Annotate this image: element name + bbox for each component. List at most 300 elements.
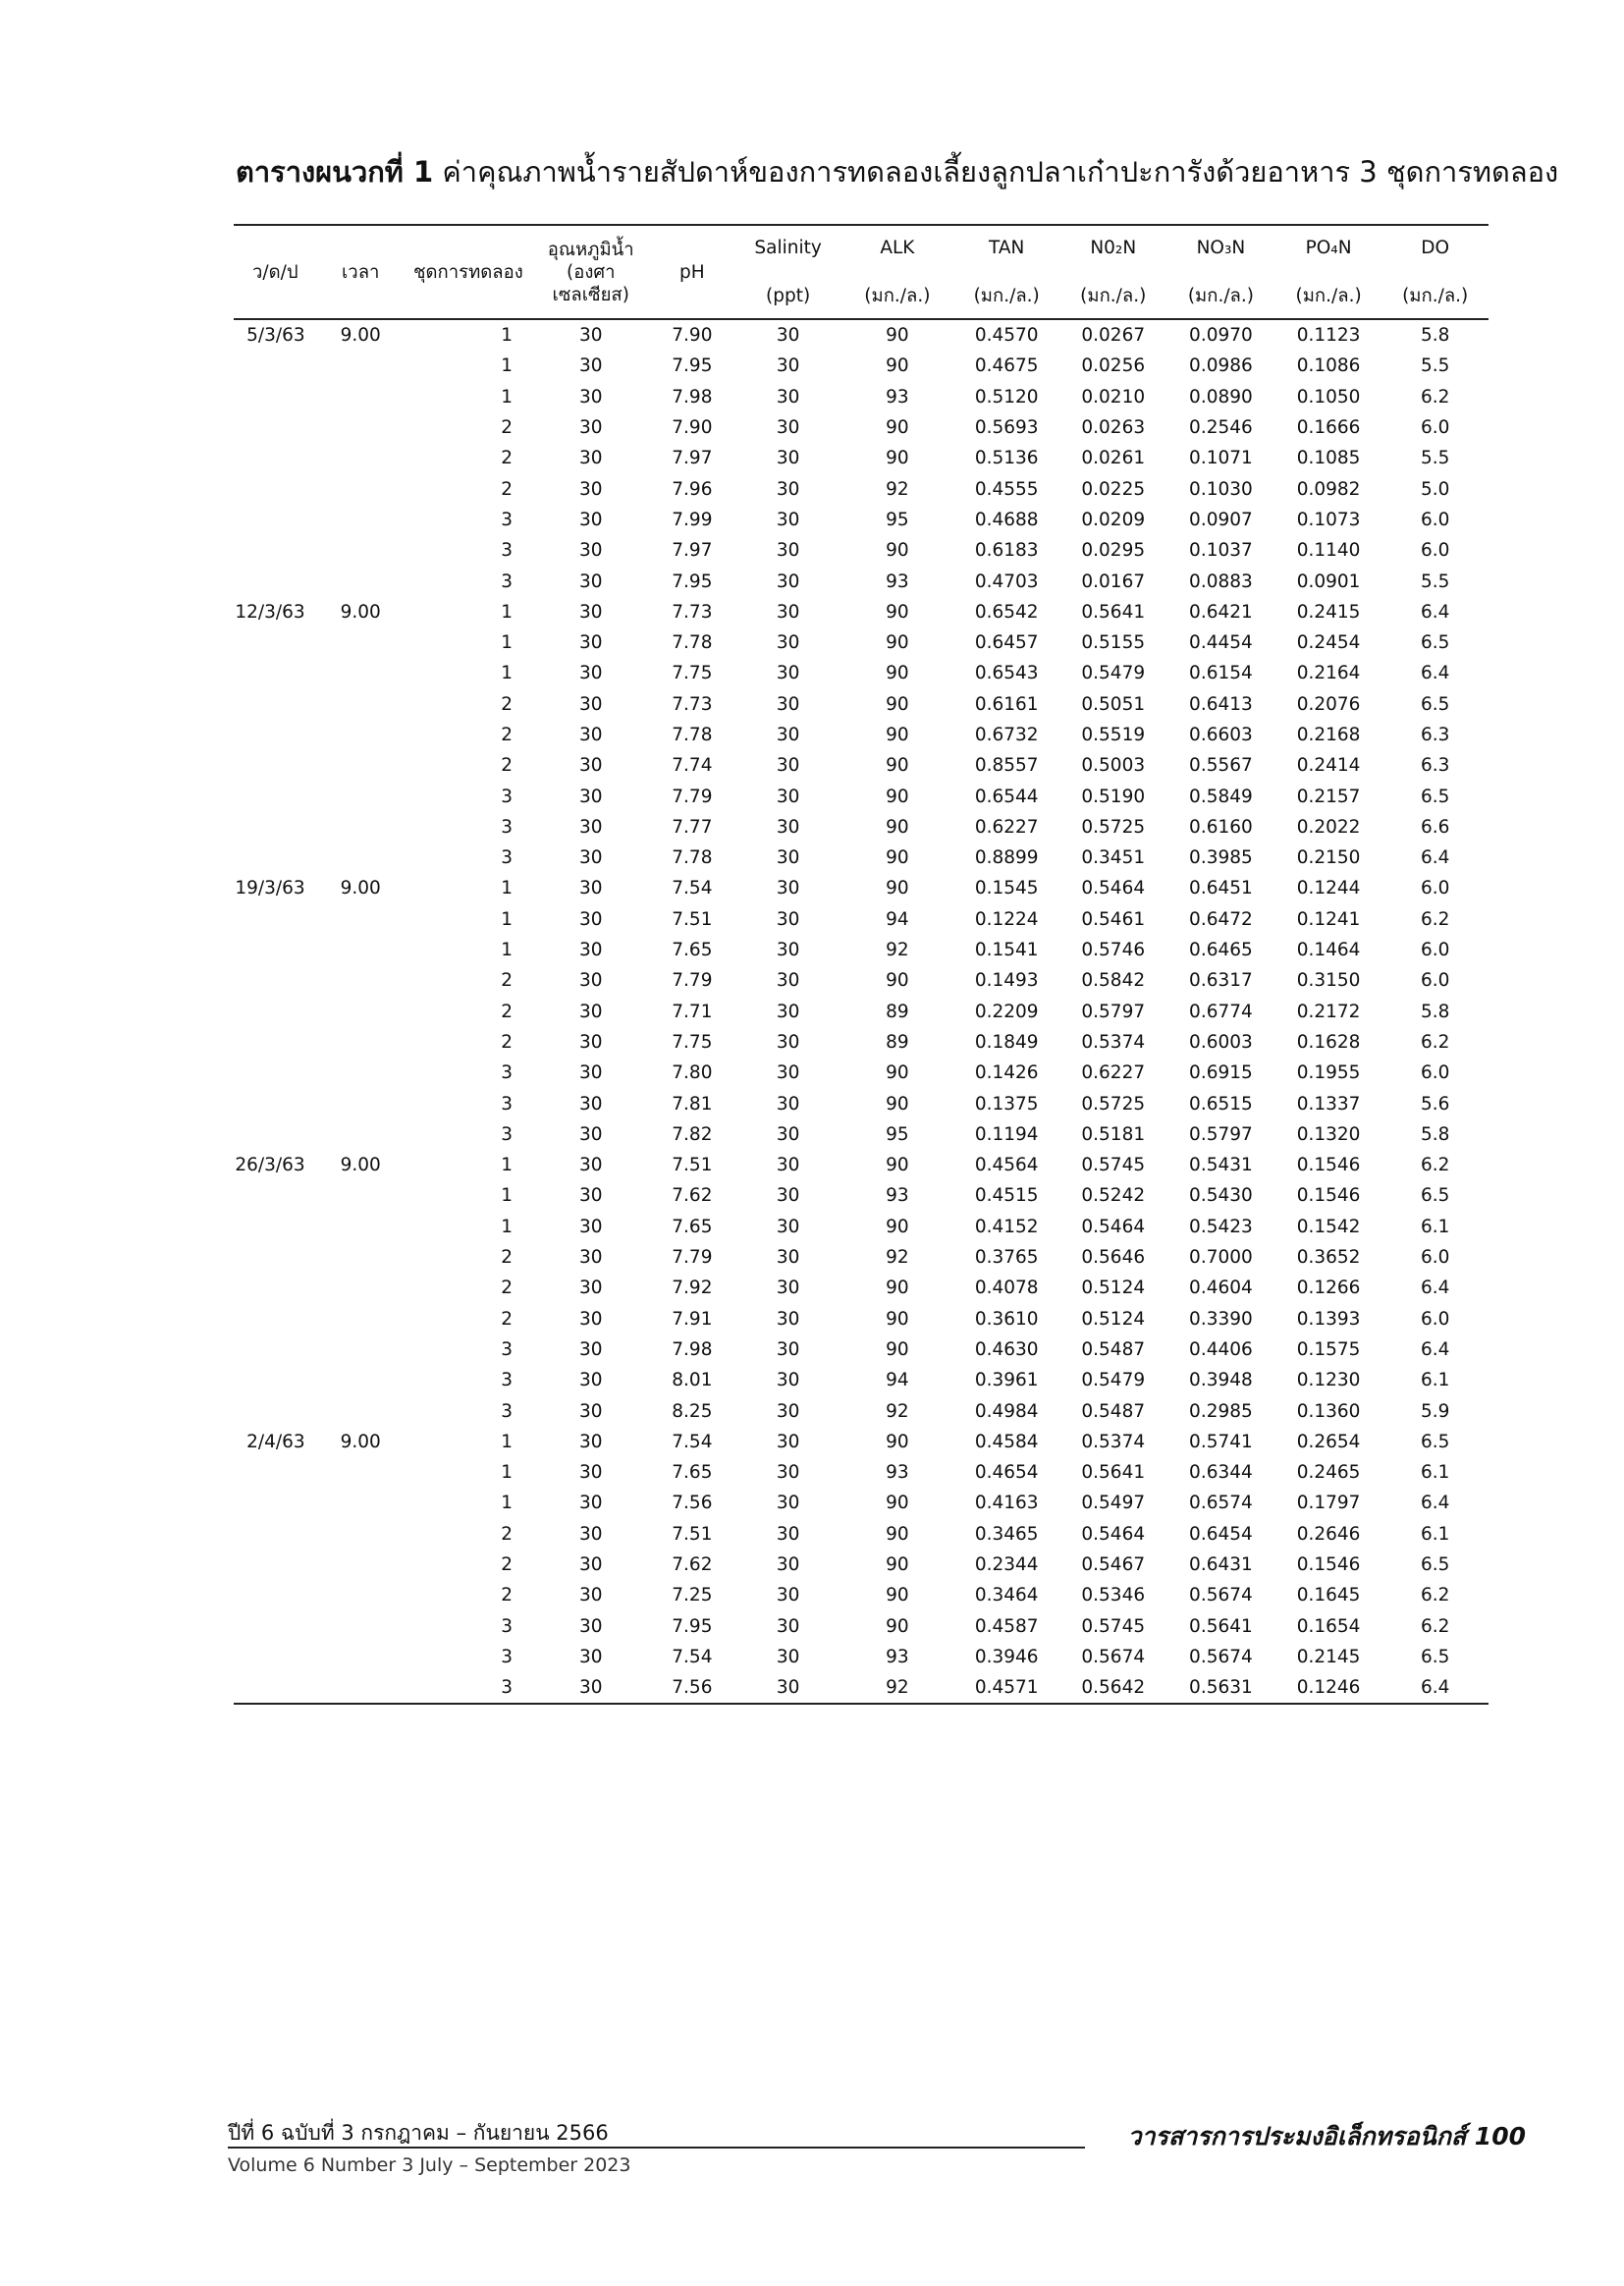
table-row (234, 505, 1489, 535)
cell-temp: 30 (578, 1216, 603, 1237)
table-row (234, 1304, 1489, 1334)
cell-salinity: 30 (776, 725, 800, 745)
cell-tan: 0.1194 (974, 1123, 1039, 1145)
cell-salinity: 30 (776, 632, 800, 654)
cell-no2n: 0.0210 (1081, 386, 1146, 408)
cell-salinity: 30 (776, 1338, 800, 1360)
cell-time (317, 1304, 405, 1334)
cell-do: 6.1 (1420, 1216, 1450, 1237)
cell-salinity: 30 (776, 1462, 800, 1484)
cell-date (234, 566, 317, 596)
cell-no3n: 0.2985 (1189, 1400, 1253, 1422)
cell-date (234, 658, 317, 688)
cell-tan: 0.1426 (974, 1062, 1039, 1084)
cell-set: 3 (501, 786, 514, 807)
cell-salinity: 30 (776, 1585, 800, 1606)
cell-date (234, 1580, 317, 1610)
cell-no3n: 0.3985 (1189, 847, 1253, 869)
cell-ph: 7.71 (672, 1001, 713, 1022)
cell-salinity: 30 (776, 663, 800, 684)
cell-no3n: 0.5641 (1189, 1615, 1253, 1637)
cell-date (234, 1610, 317, 1641)
cell-set: 1 (501, 355, 514, 377)
cell-po4n: 0.1542 (1296, 1216, 1361, 1237)
cell-temp: 30 (578, 571, 603, 592)
cell-date (234, 1027, 317, 1058)
cell-ph: 7.56 (672, 1677, 713, 1699)
cell-tan: 0.1375 (974, 1093, 1039, 1115)
cell-alk: 93 (886, 571, 909, 592)
cell-time (317, 505, 405, 535)
cell-set: 3 (501, 1615, 514, 1637)
cell-date (234, 1088, 317, 1118)
cell-date (234, 1119, 317, 1150)
cell-set: 2 (501, 448, 514, 469)
cell-tan: 0.4570 (974, 325, 1039, 347)
cell-no3n: 0.4454 (1189, 632, 1253, 654)
cell-ph: 7.56 (672, 1493, 713, 1514)
cell-set: 1 (501, 325, 514, 347)
cell-do: 6.4 (1420, 1493, 1450, 1514)
cell-alk: 90 (886, 325, 909, 347)
cell-temp: 30 (578, 1462, 603, 1484)
cell-set: 3 (501, 1677, 514, 1699)
col-header-time: เวลา (341, 261, 380, 283)
cell-alk: 95 (886, 1123, 909, 1145)
cell-no2n: 0.5464 (1081, 878, 1146, 899)
cell-tan: 0.6457 (974, 632, 1039, 654)
cell-date (234, 1058, 317, 1088)
cell-tan: 0.8899 (974, 847, 1039, 869)
cell-alk: 90 (886, 1338, 909, 1360)
cell-ph: 7.25 (672, 1585, 713, 1606)
cell-po4n: 0.2415 (1296, 601, 1361, 623)
cell-alk: 93 (886, 1462, 909, 1484)
col-header-salinity: Salinity (ppt) (754, 238, 822, 306)
cell-po4n: 0.2172 (1296, 1001, 1361, 1022)
cell-ph: 7.75 (672, 1031, 713, 1053)
cell-do: 6.0 (1420, 1062, 1450, 1084)
cell-time (317, 812, 405, 843)
cell-set: 3 (501, 540, 514, 562)
cell-tan: 0.2344 (974, 1554, 1039, 1576)
cell-no2n: 0.0225 (1081, 478, 1146, 500)
footer-issue-english: Volume 6 Number 3 July – September 2023 (228, 2154, 631, 2176)
cell-date (234, 1180, 317, 1211)
cell-do: 6.0 (1420, 1247, 1450, 1269)
cell-salinity: 30 (776, 1431, 800, 1452)
cell-time (317, 566, 405, 596)
cell-temp: 30 (578, 1123, 603, 1145)
col-header-alk: ALK (มก./ล.) (864, 238, 931, 306)
table-row (234, 1672, 1489, 1704)
cell-do: 6.0 (1420, 878, 1450, 899)
col-header-do: DO (มก./ล.) (1402, 238, 1469, 306)
cell-po4n: 0.0901 (1296, 571, 1361, 592)
cell-time (317, 781, 405, 811)
cell-po4n: 0.1464 (1296, 940, 1361, 961)
col-header-po4n: PO₄N (มก./ล.) (1295, 238, 1362, 306)
cell-time (317, 1273, 405, 1303)
table-row (234, 597, 1489, 627)
cell-set: 2 (501, 1247, 514, 1269)
cell-time (317, 689, 405, 720)
cell-salinity: 30 (776, 1062, 800, 1084)
cell-no3n: 0.0883 (1189, 571, 1253, 592)
cell-date (234, 627, 317, 658)
cell-time (317, 720, 405, 750)
cell-do: 5.8 (1420, 1123, 1450, 1145)
cell-set: 1 (501, 601, 514, 623)
cell-do: 5.9 (1420, 1400, 1450, 1422)
cell-no2n: 0.5346 (1081, 1585, 1146, 1606)
cell-tan: 0.5120 (974, 386, 1039, 408)
table-row (234, 1519, 1489, 1550)
cell-no3n: 0.6431 (1189, 1554, 1253, 1576)
cell-no3n: 0.5674 (1189, 1585, 1253, 1606)
cell-no3n: 0.2546 (1189, 417, 1253, 439)
cell-do: 6.1 (1420, 1370, 1450, 1391)
cell-alk: 92 (886, 1400, 909, 1422)
cell-time (317, 535, 405, 566)
cell-alk: 90 (886, 1585, 909, 1606)
cell-salinity: 30 (776, 325, 800, 347)
cell-salinity: 30 (776, 1093, 800, 1115)
cell-po4n: 0.1360 (1296, 1400, 1361, 1422)
cell-no2n: 0.5374 (1081, 1031, 1146, 1053)
cell-date (234, 1242, 317, 1273)
cell-salinity: 30 (776, 1677, 800, 1699)
cell-time (317, 1365, 405, 1395)
cell-date (234, 351, 317, 381)
cell-tan: 0.1493 (974, 970, 1039, 992)
table-row (234, 1119, 1489, 1150)
cell-alk: 90 (886, 786, 909, 807)
cell-no2n: 0.0263 (1081, 417, 1146, 439)
table-row (234, 1395, 1489, 1426)
cell-po4n: 0.1140 (1296, 540, 1361, 562)
cell-ph: 7.78 (672, 632, 713, 654)
cell-set: 2 (501, 693, 514, 715)
cell-alk: 90 (886, 1523, 909, 1545)
table-row (234, 689, 1489, 720)
cell-ph: 7.74 (672, 755, 713, 777)
cell-tan: 0.3946 (974, 1646, 1039, 1667)
cell-ph: 7.92 (672, 1278, 713, 1299)
cell-do: 6.5 (1420, 1431, 1450, 1452)
cell-no3n: 0.6160 (1189, 816, 1253, 838)
cell-time (317, 1395, 405, 1426)
cell-alk: 90 (886, 1155, 909, 1176)
cell-no2n: 0.5642 (1081, 1677, 1146, 1699)
table-row (234, 750, 1489, 781)
cell-do: 6.6 (1420, 816, 1450, 838)
cell-time (317, 1610, 405, 1641)
cell-time (317, 1334, 405, 1365)
cell-set: 1 (501, 386, 514, 408)
cell-do: 5.5 (1420, 448, 1450, 469)
cell-set: 2 (501, 755, 514, 777)
cell-no2n: 0.5646 (1081, 1247, 1146, 1269)
cell-ph: 8.25 (672, 1400, 713, 1422)
cell-date (234, 1395, 317, 1426)
cell-no2n: 0.5464 (1081, 1523, 1146, 1545)
cell-ph: 7.73 (672, 693, 713, 715)
cell-alk: 93 (886, 386, 909, 408)
cell-po4n: 0.1085 (1296, 448, 1361, 469)
cell-no3n: 0.5631 (1189, 1677, 1253, 1699)
cell-do: 6.0 (1420, 509, 1450, 530)
cell-no3n: 0.5567 (1189, 755, 1253, 777)
cell-date (234, 443, 317, 473)
cell-no3n: 0.7000 (1189, 1247, 1253, 1269)
cell-date (234, 1273, 317, 1303)
cell-tan: 0.4675 (974, 355, 1039, 377)
cell-salinity: 30 (776, 1123, 800, 1145)
cell-do: 6.5 (1420, 1554, 1450, 1576)
col-header-set: ชุดการทดลอง (412, 261, 523, 283)
cell-alk: 90 (886, 816, 909, 838)
cell-po4n: 0.1628 (1296, 1031, 1361, 1053)
cell-no2n: 0.0256 (1081, 355, 1146, 377)
cell-ph: 7.78 (672, 847, 713, 869)
cell-alk: 92 (886, 1677, 909, 1699)
cell-set: 2 (501, 970, 514, 992)
cell-time (317, 935, 405, 965)
cell-time (317, 1088, 405, 1118)
cell-date (234, 1304, 317, 1334)
cell-no3n: 0.4604 (1189, 1278, 1253, 1299)
cell-no2n: 0.0167 (1081, 571, 1146, 592)
cell-salinity: 30 (776, 847, 800, 869)
cell-set: 2 (501, 478, 514, 500)
cell-do: 6.4 (1420, 1338, 1450, 1360)
cell-set: 2 (501, 1554, 514, 1576)
cell-alk: 90 (886, 540, 909, 562)
cell-do: 6.4 (1420, 1677, 1450, 1699)
cell-po4n: 0.1575 (1296, 1338, 1361, 1360)
cell-tan: 0.4571 (974, 1677, 1039, 1699)
cell-alk: 90 (886, 355, 909, 377)
cell-time (317, 473, 405, 504)
cell-time (317, 1027, 405, 1058)
cell-time (317, 997, 405, 1027)
cell-ph: 7.90 (672, 417, 713, 439)
col-header-date: ว/ด/ป (252, 261, 298, 283)
cell-time: 9.00 (340, 1431, 381, 1452)
table-row (234, 904, 1489, 935)
cell-do: 6.0 (1420, 970, 1450, 992)
cell-do: 6.2 (1420, 1615, 1450, 1637)
cell-alk: 94 (886, 908, 909, 930)
cell-no3n: 0.6154 (1189, 663, 1253, 684)
cell-no2n: 0.5003 (1081, 755, 1146, 777)
cell-no3n: 0.0907 (1189, 509, 1253, 530)
cell-temp: 30 (578, 878, 603, 899)
cell-po4n: 0.1546 (1296, 1185, 1361, 1207)
cell-temp: 30 (578, 940, 603, 961)
cell-no2n: 0.5674 (1081, 1646, 1146, 1667)
cell-tan: 0.4555 (974, 478, 1039, 500)
cell-no3n: 0.6451 (1189, 878, 1253, 899)
cell-date: 2/4/63 (246, 1431, 305, 1452)
cell-time (317, 750, 405, 781)
col-header-tan: TAN (มก./ล.) (973, 238, 1040, 306)
cell-po4n: 0.1393 (1296, 1308, 1361, 1330)
cell-no2n: 0.5190 (1081, 786, 1146, 807)
cell-po4n: 0.1645 (1296, 1585, 1361, 1606)
cell-no3n: 0.1071 (1189, 448, 1253, 469)
cell-no3n: 0.6574 (1189, 1493, 1253, 1514)
cell-no2n: 0.5051 (1081, 693, 1146, 715)
cell-ph: 7.79 (672, 786, 713, 807)
cell-no3n: 0.4406 (1189, 1338, 1253, 1360)
cell-do: 6.2 (1420, 1155, 1450, 1176)
cell-alk: 90 (886, 970, 909, 992)
cell-salinity: 30 (776, 509, 800, 530)
cell-tan: 0.4152 (974, 1216, 1039, 1237)
cell-temp: 30 (578, 1431, 603, 1452)
cell-date (234, 505, 317, 535)
cell-alk: 90 (886, 1216, 909, 1237)
cell-do: 6.1 (1420, 1523, 1450, 1545)
cell-ph: 7.65 (672, 1216, 713, 1237)
cell-do: 6.0 (1420, 940, 1450, 961)
cell-do: 5.0 (1420, 478, 1450, 500)
table-row (234, 351, 1489, 381)
cell-po4n: 0.2465 (1296, 1462, 1361, 1484)
cell-temp: 30 (578, 1278, 603, 1299)
cell-no3n: 0.0970 (1189, 325, 1253, 347)
cell-salinity: 30 (776, 1615, 800, 1637)
cell-set: 3 (501, 1646, 514, 1667)
cell-do: 6.4 (1420, 601, 1450, 623)
cell-no2n: 0.5725 (1081, 816, 1146, 838)
cell-po4n: 0.1955 (1296, 1062, 1361, 1084)
cell-temp: 30 (578, 601, 603, 623)
cell-temp: 30 (578, 1155, 603, 1176)
cell-ph: 7.79 (672, 970, 713, 992)
cell-no2n: 0.5725 (1081, 1093, 1146, 1115)
cell-date (234, 473, 317, 504)
cell-temp: 30 (578, 1554, 603, 1576)
cell-do: 6.4 (1420, 663, 1450, 684)
cell-do: 5.5 (1420, 355, 1450, 377)
table-row (234, 1365, 1489, 1395)
cell-date (234, 535, 317, 566)
cell-date (234, 1457, 317, 1488)
cell-temp: 30 (578, 1646, 603, 1667)
cell-alk: 90 (886, 1493, 909, 1514)
cell-temp: 30 (578, 1247, 603, 1269)
cell-alk: 90 (886, 1615, 909, 1637)
cell-salinity: 30 (776, 1278, 800, 1299)
cell-salinity: 30 (776, 1001, 800, 1022)
cell-do: 6.5 (1420, 632, 1450, 654)
cell-alk: 90 (886, 1308, 909, 1330)
cell-no3n: 0.6317 (1189, 970, 1253, 992)
cell-salinity: 30 (776, 816, 800, 838)
cell-do: 6.5 (1420, 1646, 1450, 1667)
cell-ph: 7.81 (672, 1093, 713, 1115)
cell-set: 2 (501, 725, 514, 745)
cell-temp: 30 (578, 725, 603, 745)
cell-no2n: 0.5479 (1081, 663, 1146, 684)
cell-date (234, 1334, 317, 1365)
cell-po4n: 0.1666 (1296, 417, 1361, 439)
cell-salinity: 30 (776, 1400, 800, 1422)
cell-salinity: 30 (776, 1185, 800, 1207)
cell-set: 3 (501, 1123, 514, 1145)
cell-no2n: 0.5467 (1081, 1554, 1146, 1576)
cell-alk: 90 (886, 1278, 909, 1299)
cell-set: 3 (501, 509, 514, 530)
cell-salinity: 30 (776, 1646, 800, 1667)
cell-tan: 0.4688 (974, 509, 1039, 530)
cell-date: 26/3/63 (235, 1155, 305, 1176)
cell-tan: 0.1224 (974, 908, 1039, 930)
cell-ph: 7.51 (672, 1523, 713, 1545)
cell-temp: 30 (578, 1585, 603, 1606)
cell-do: 6.0 (1420, 540, 1450, 562)
cell-temp: 30 (578, 663, 603, 684)
cell-temp: 30 (578, 816, 603, 838)
cell-no2n: 0.0209 (1081, 509, 1146, 530)
cell-date (234, 965, 317, 996)
cell-date (234, 750, 317, 781)
cell-ph: 7.90 (672, 325, 713, 347)
cell-no3n: 0.5430 (1189, 1185, 1253, 1207)
cell-temp: 30 (578, 355, 603, 377)
cell-no2n: 0.5487 (1081, 1338, 1146, 1360)
table-row (234, 1058, 1489, 1088)
cell-tan: 0.6542 (974, 601, 1039, 623)
cell-time (317, 965, 405, 996)
cell-tan: 0.5693 (974, 417, 1039, 439)
cell-po4n: 0.2022 (1296, 816, 1361, 838)
cell-tan: 0.4078 (974, 1278, 1039, 1299)
col-header-temp: อุณหภูมิน้ำ (องศา เซลเซียส) (547, 239, 634, 305)
cell-no3n: 0.6344 (1189, 1462, 1253, 1484)
footer-rule (228, 2147, 1085, 2149)
cell-date (234, 1488, 317, 1518)
table-row (234, 781, 1489, 811)
cell-salinity: 30 (776, 1523, 800, 1545)
cell-salinity: 30 (776, 1216, 800, 1237)
table-row (234, 1180, 1489, 1211)
cell-po4n: 0.1797 (1296, 1493, 1361, 1514)
cell-ph: 7.62 (672, 1554, 713, 1576)
cell-ph: 7.54 (672, 1431, 713, 1452)
cell-tan: 0.6544 (974, 786, 1039, 807)
cell-tan: 0.3610 (974, 1308, 1039, 1330)
cell-no2n: 0.5461 (1081, 908, 1146, 930)
cell-ph: 7.65 (672, 1462, 713, 1484)
cell-time (317, 1180, 405, 1211)
cell-temp: 30 (578, 1615, 603, 1637)
cell-alk: 90 (886, 1062, 909, 1084)
cell-temp: 30 (578, 478, 603, 500)
cell-tan: 0.3464 (974, 1585, 1039, 1606)
cell-do: 6.5 (1420, 1185, 1450, 1207)
cell-alk: 90 (886, 878, 909, 899)
cell-no3n: 0.5423 (1189, 1216, 1253, 1237)
cell-time (317, 1580, 405, 1610)
cell-temp: 30 (578, 847, 603, 869)
table-row (234, 473, 1489, 504)
cell-tan: 0.4564 (974, 1155, 1039, 1176)
cell-salinity: 30 (776, 1247, 800, 1269)
